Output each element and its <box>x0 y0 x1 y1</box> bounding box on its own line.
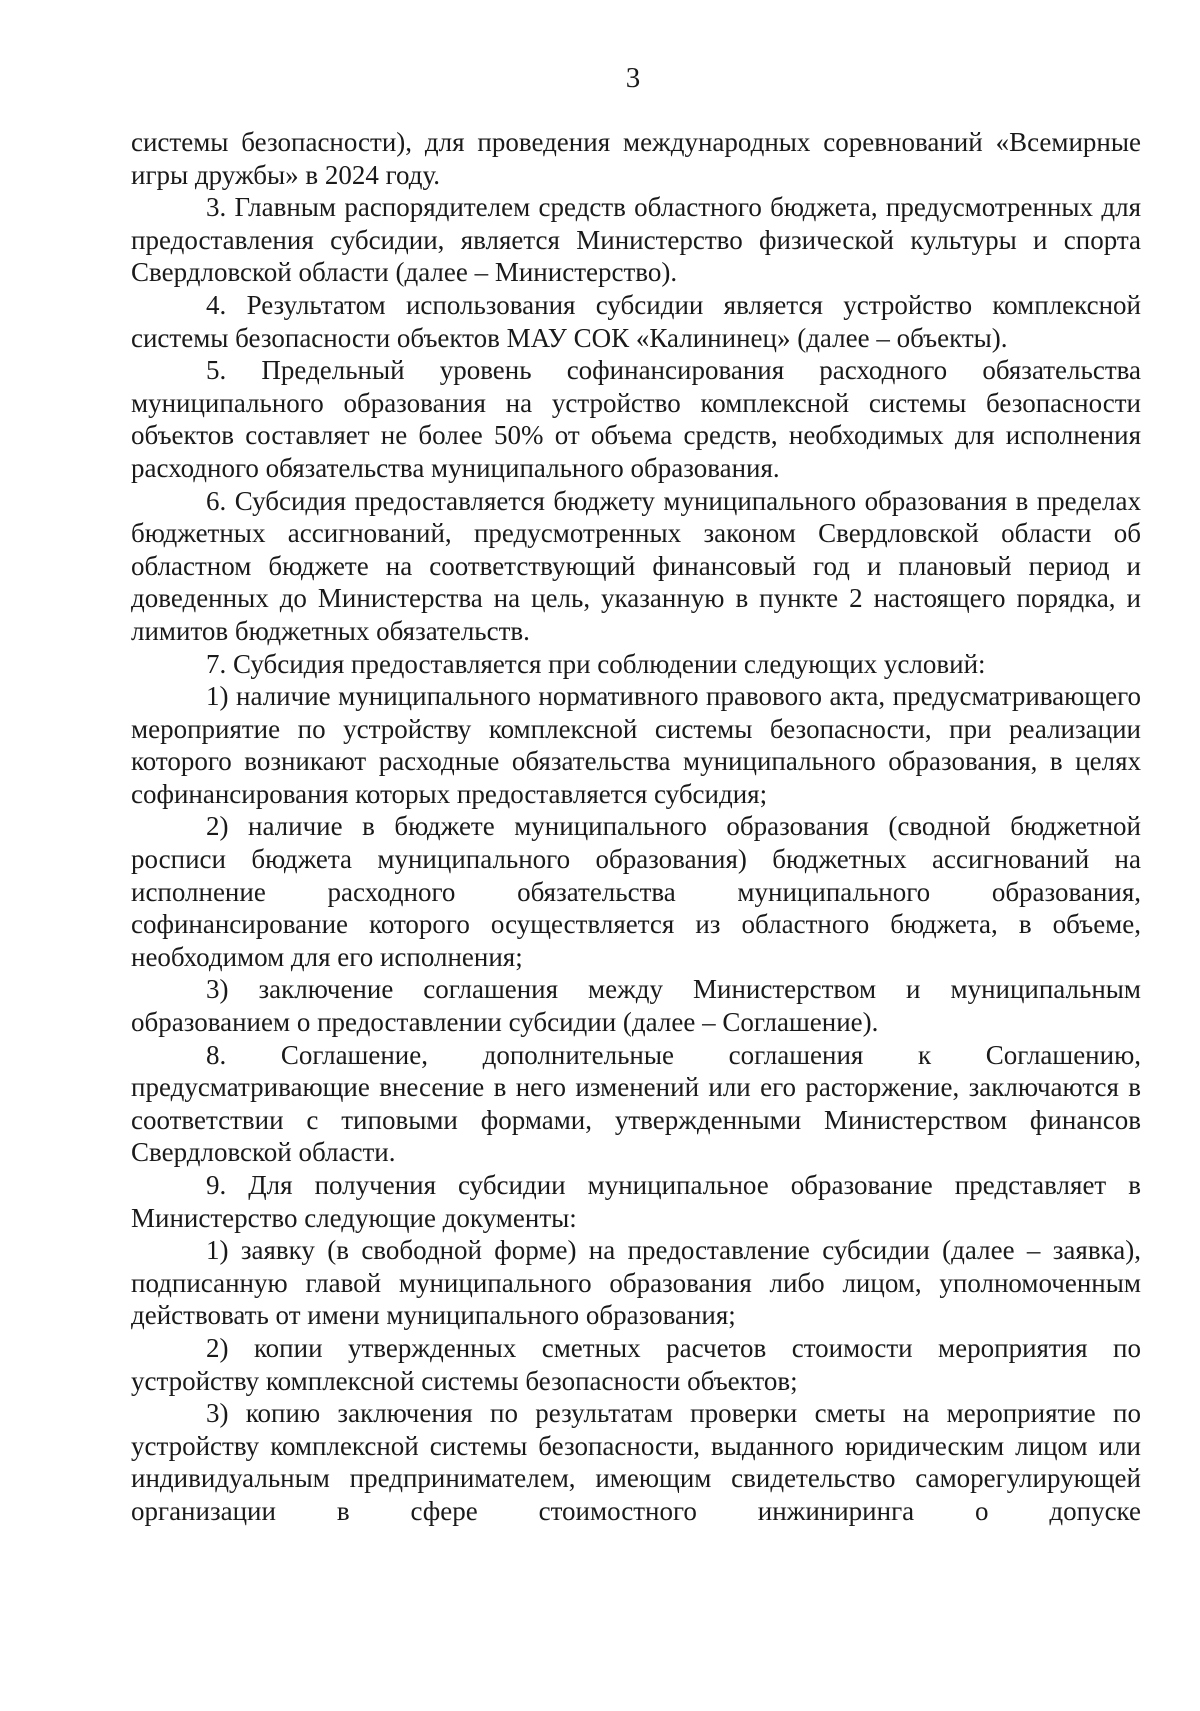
document-body <box>131 126 1141 1528</box>
paragraph-5: 5. Предельный уровень софинансирования расходного обязательства муниципального образования на устройство комплексной системы безопасности объектов составляет не более 50% от объема средств, необходимых для исполнения расходного обязательства муниципального образования. <box>131 355 1141 483</box>
paragraph-8: 8. Соглашение, дополнительные соглашения к Соглашению, предусматривающие внесение в него изменений или его расторжение, заключаются в соответствии с типовыми формами, утвержденными Министерством финансов Свердловской области. <box>131 1039 1141 1168</box>
paragraph-4: 4. Результатом использования субсидии является устройство комплексной системы безопасности объектов МАУ СОК «Калининец» (далее – объекты). <box>131 289 1141 353</box>
paragraph-7-item-3: 3) заключение соглашения между Министерством и муниципальным образованием о предоставлении субсидии (далее – Соглашение). <box>131 974 1141 1038</box>
paragraph-6: 6. Субсидия предоставляется бюджету муниципального образования в пределах бюджетных ассигнований, предусмотренных законом Свердловской области об областном бюджете на соответствующий финансовый год и плановый период и доведенных до Министерства на цель, указанную в пункте 2 настоящего порядка, и лимитов бюджетных обязательств. <box>131 485 1141 646</box>
paragraph-9-item-1: 1) заявку (в свободной форме) на предоставление субсидии (далее – заявка), подписанную главой муниципального образования либо лицом, уполномоченным действовать от имени муниципального образования; <box>131 1235 1141 1331</box>
paragraph-9-item-3: 3) копию заключения по результатам проверки сметы на мероприятие по устройству комплексной системы безопасности, выданного юридическим лицом или индивидуальным предпринимателем, имеющим свидетельство саморегулирующей организации в сфере стоимостного инжиниринга о допуске <box>131 1398 1141 1526</box>
paragraph-7: 7. Субсидия предоставляется при соблюдении следующих условий: <box>206 648 986 679</box>
paragraph-3: 3. Главным распорядителем средств областного бюджета, предусмотренных для предоставления субсидии, является Министерство физической культуры и спорта Свердловской области (далее – Министерство). <box>131 192 1141 288</box>
paragraph-7-item-1: 1) наличие муниципального нормативного правового акта, предусматривающего мероприятие по устройству комплексной системы безопасности, при реализации которого возникают расходные обязательства муниципального образования, в целях софинансирования которых предоставляется субсидия; <box>131 681 1141 809</box>
paragraph-9-item-2: 2) копии утвержденных сметных расчетов стоимости мероприятия по устройству комплексной системы безопасности объектов; <box>131 1332 1141 1396</box>
paragraph-continuation: системы безопасности), для проведения международных соревнований «Всемирные игры дружбы» в 2024 году. <box>131 127 1141 190</box>
paragraph-7-item-2: 2) наличие в бюджете муниципального образования (сводной бюджетной росписи бюджета муниципального образования) бюджетных ассигнований на исполнение расходного обязательства муниципального образования, софинансирование которого осуществляется из областного бюджета, в объеме, необходимом для его исполнения; <box>131 811 1141 972</box>
paragraph-9: 9. Для получения субсидии муниципальное образование представляет в Министерство следующие документы: <box>131 1170 1141 1233</box>
page-number: 3 <box>625 62 641 94</box>
